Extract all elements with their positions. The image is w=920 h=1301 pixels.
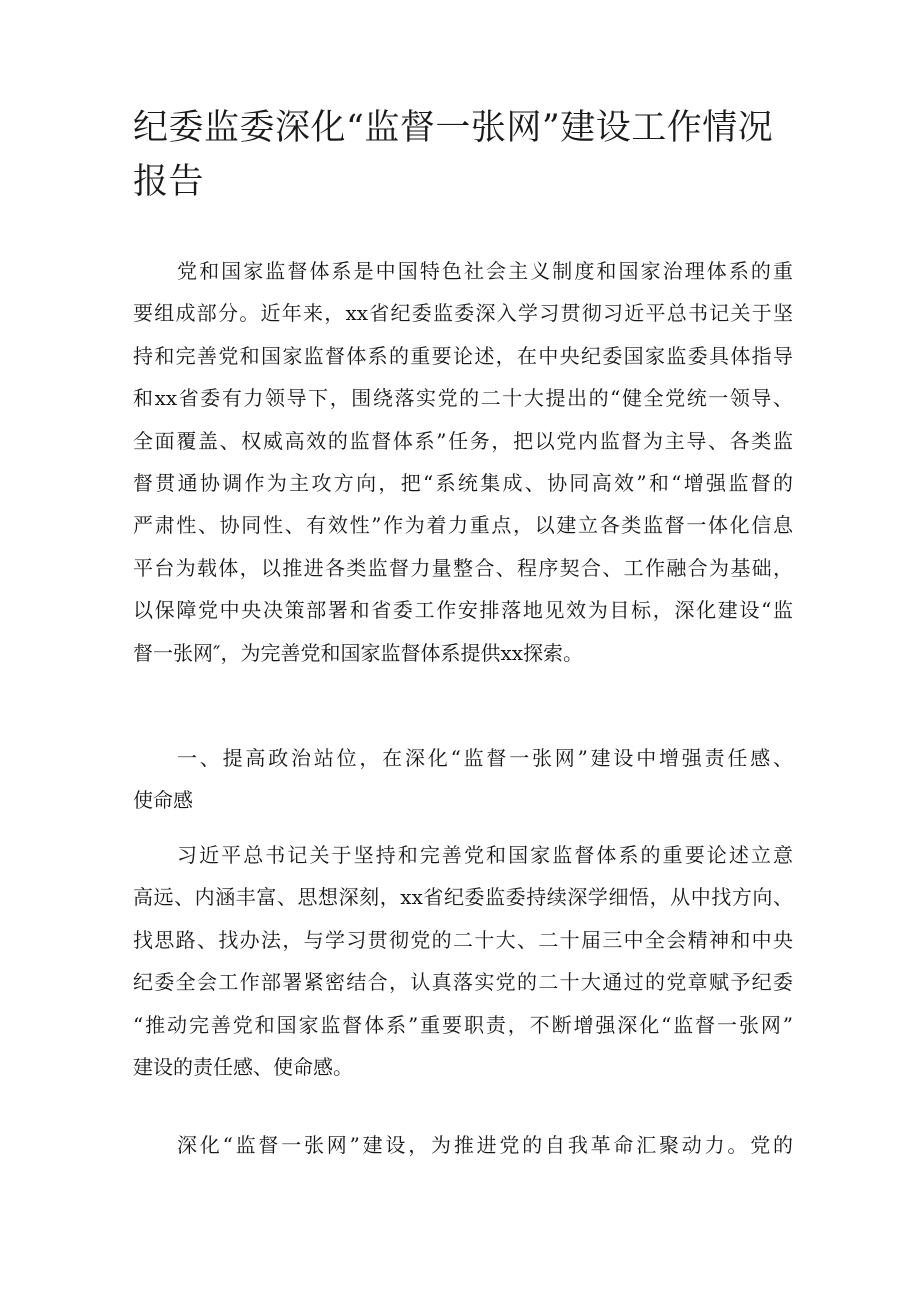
section-heading-1 xyxy=(133,737,793,822)
paragraph-line: 建设的责任感、使命感。 xyxy=(133,1055,353,1080)
paragraph-line: 习近平总书记关于坚持和完善党和国家监督体系的重要论述立意 xyxy=(177,843,793,867)
paragraph-line: 督一张网″，为完善党和国家监督体系提供xx探索。 xyxy=(133,640,584,665)
paragraph-line: 严肃性、协同性、有效性”作为着力重点，以建立各类监督一体化信息 xyxy=(133,513,793,538)
paragraph-line: 深化“监督一张网”建设，为推进党的自我革命汇聚动力。党的 xyxy=(177,1133,793,1157)
heading-line: 使命感 xyxy=(133,788,193,813)
heading-line: 一、提高政治站位，在深化“监督一张网”建设中增强责任感、 xyxy=(177,746,793,770)
paragraph-line: 纪委全会工作部署紧密结合，认真落实党的二十大通过的党章赋予纪委 xyxy=(133,970,793,995)
paragraph-section-1 xyxy=(133,834,793,1088)
paragraph-intro xyxy=(133,250,793,674)
paragraph-line: 督贯通协调作为主攻方向，把“系统集成、协同高效”和“增强监督的 xyxy=(133,471,793,496)
paragraph-line: 持和完善党和国家监督体系的重要论述，在中央纪委国家监委具体指导 xyxy=(133,343,793,368)
paragraph-line: 高远、内涵丰富、思想深刻，xx省纪委监委持续深学细悟，从中找方向、 xyxy=(133,885,793,910)
paragraph-continued xyxy=(133,1124,793,1166)
paragraph-line: 平台为载体，以推进各类监督力量整合、程序契合、工作融合为基础， xyxy=(133,555,793,580)
paragraph-line: 找思路、找办法，与学习贯彻党的二十大、二十届三中全会精神和中央 xyxy=(133,927,793,952)
paragraph-line: 和xx省委有力领导下，围绕落实党的二十大提出的“健全党统一领导、 xyxy=(133,386,793,411)
title-line: 纪委监委深化“监督一张网”建设工作情况 xyxy=(133,108,774,148)
document-title xyxy=(133,101,793,209)
paragraph-line: 以保障党中央决策部署和省委工作安排落地见效为目标，深化建设“监 xyxy=(133,598,793,623)
paragraph-line: 全面覆盖、权威高效的监督体系”任务，把以党内监督为主导、各类监 xyxy=(133,428,793,453)
paragraph-line: 党和国家监督体系是中国特色社会主义制度和国家治理体系的重 xyxy=(177,259,793,283)
title-line: 报告 xyxy=(133,162,205,202)
paragraph-line: “推动完善党和国家监督体系”重要职责，不断增强深化“监督一张网” xyxy=(133,1012,793,1037)
paragraph-line: 要组成部分。近年来，xx省纪委监委深入学习贯彻习近平总书记关于坚 xyxy=(133,301,793,326)
